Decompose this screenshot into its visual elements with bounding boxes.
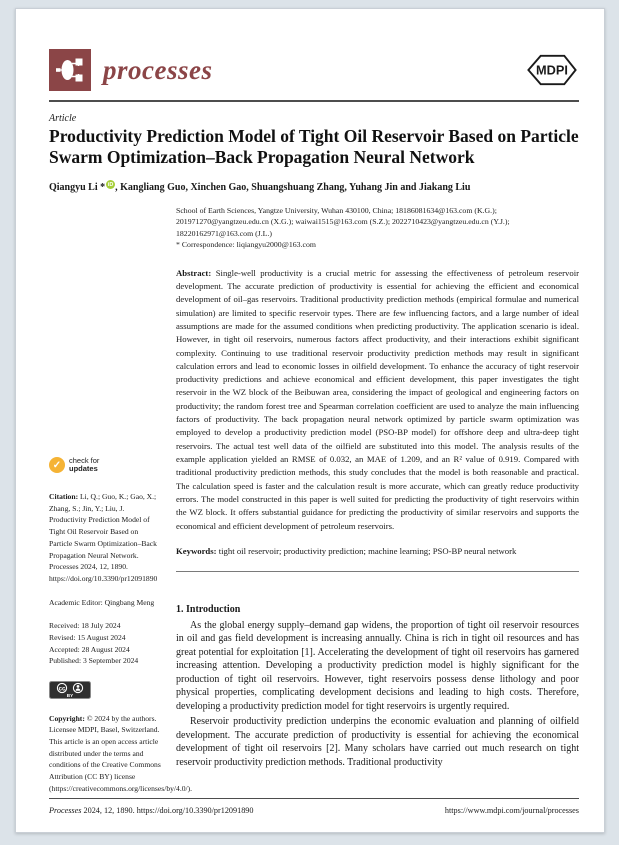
intro-paragraph-2: Reservoir productivity prediction underpins the economic evaluation and planning of oilfield development. The accurate prediction of productivity is essential for achieving the economical development of tight oil reservoirs [2]. Many scholars have carried out much research on tight reservoir productivity prediction methods. Traditional productivity [176,716,579,768]
processes-logo-icon [49,49,91,91]
page-footer [49,798,579,815]
journal-brand [49,49,212,91]
orcid-icon[interactable]: iD [107,181,114,188]
mdpi-logo-text: MDPI [536,62,568,78]
history-dates [49,620,162,667]
affiliation-line: School of Earth Sciences, Yangtze University, Wuhan 430100, China; 18186081634@163.com (K.G.); 201971270@yangtzeu.edu.cn (X.G.); waiwai1515@163.com (S.Z.); 2022710423@yangtzeu.edu.cn (Y.J.); 18220162971@163.com (J.L.) [176,205,510,238]
citation-label: Citation: [49,492,79,502]
check-updates-line2: updates [69,464,98,474]
received-date: Received: 18 July 2024 [49,621,121,631]
page-columns [49,205,579,795]
copyright-label: Copyright: [49,713,85,723]
intro-paragraph-1: As the global energy supply–demand gap widens, the proportion of tight oil reservoir resources in oil and gas field development is increasing annually. China is rich in tight oil resources and has great potential for exploitation [1]. Accelerating the development of tight oil reservoirs has garnered increasing attention. Developing a productivity prediction model is highly significant for the production of tight oil reservoirs. However, tight reservoirs possess dense lithology and poor physical properties, complicating development decisions and leading to high costs. Therefore, developing a productivity prediction model for tight reservoirs is urgently required. [176,619,579,712]
abstract-block [176,267,579,533]
cc-by-license-badge[interactable] [49,681,162,703]
cc-glyph: cc [58,686,66,693]
keywords-rule [176,571,579,572]
revised-date: Revised: 15 August 2024 [49,632,126,642]
published-date: Published: 3 September 2024 [49,656,139,666]
academic-editor-line: Academic Editor: Qingbang Meng [49,597,155,607]
copyright-block [49,713,193,795]
correspondence-line[interactable]: * Correspondence: liqiangyu2000@163.com [176,240,316,250]
keywords-label: Keywords: [176,545,217,556]
coauthors: , Kangliang Guo, Xinchen Gao, Shuangshuang Zhang, Yuhang Jin and Jiakang Liu [115,181,471,193]
keywords-block [176,545,579,558]
check-for-updates-button[interactable] [49,457,162,474]
citation-block [49,491,162,585]
copyright-text: © 2024 by the authors. Licensee MDPI, Basel, Switzerland. This article is an open access article distributed under the terms and conditions of the Creative Commons Attribution (CC BY) license (https://creativecommons.org/licenses/by/4.0/). [49,713,193,793]
journal-name: processes [103,55,213,85]
main-column [176,205,579,795]
footer-journal-url[interactable]: https://www.mdpi.com/journal/processes [444,806,579,815]
footer-citation-link[interactable] [49,806,253,815]
processes-logo-glyph [55,55,85,85]
mdpi-hexagon-icon [525,53,579,87]
section-1-heading: 1. Introduction [176,603,241,615]
mdpi-logo [525,53,579,92]
authors-line [49,180,579,193]
accepted-date: Accepted: 28 August 2024 [49,644,130,654]
cc-by-glyph: BY [66,693,74,699]
abstract-text: Single-well productivity is a crucial metric for assessing the effectiveness of petroleum reservoir development. The accurate prediction of productivity is essential for achieving the efficient and economical development of oil–gas reservoirs. Traditional productivity prediction methods (empirical formulae and numerical simulation) are limited to specific reservoir types. There are few influencing factors, and a large number of ideal assumptions are made for the assumed conditions when predicting productivity. The application scenario is ideal. However, in tight oil reservoirs, numerous factors affect productivity, and their interactions exhibit significant complexity. Continuing to use traditional reservoir productivity prediction methods may result in significant calculation errors and lead to economic losses in oilfield development. To enhance the accuracy of tight reservoir productivity predictions and achieve economical and efficient development, this paper investigates the tight reservoir in the WZ block of the Beibuwan area, considering the impact of geological and engineering factors on productivity; the random forest tree and Spearman correlation coefficient are used to analyze the main influencing factors of productivity. The back propagation neural network optimized by particle swarm optimization was employed to develop a productivity prediction model (PSO-BP model) for offshore deep and ultra-deep tight reservoirs. The actual test well data of the oilfield are substituted into this model. The analysis results of the example application yielded an RMSE of 0.032, an MAE of 1.209, and an R² value of 0.919. Compared with traditional productivity prediction methods, this study concludes that the model is both reasonable and practical. The calculation speed is faster and the calculation result is more accurate, which can greatly reduce productivity errors. The model constructed in this paper is well suited for predicting the productivity of tight reservoirs within the WZ block. It offers substantial guidance for predicting the productivity of similar reservoirs and supports the economical and efficient development of petroleum reservoirs. [176,267,580,531]
citation-text: Li, Q.; Guo, K.; Gao, X.; Zhang, S.; Jin, Y.; Liu, J. Productivity Prediction Model of Tight Oil Reservoir Based on Particle Swarm Optimization–Back Propagation Neural Network. Processes 2024, 12, 1890. https://doi.org/10.3390/pr12091890 [49,492,158,583]
cc-by-icon [49,681,91,699]
page-title: Productivity Prediction Model of Tight Oil Reservoir Based on Particle Swarm Optimization–Back Propagation Neural Network [49,126,579,167]
corresponding-author: Qiangyu Li * [49,181,106,193]
meta-sidebar [49,205,193,795]
article-type-label: Article [49,113,77,124]
check-icon: ✓ [49,457,65,473]
keywords-text: tight oil reservoir; productivity prediction; machine learning; PSO-BP neural network [218,545,517,556]
header-rule [49,100,579,102]
footer-journal-name: Processes [49,806,82,815]
check-updates-label [69,457,99,474]
journal-header [49,49,579,92]
footer-citation-rest: 2024, 12, 1890. https://doi.org/10.3390/pr12091890 [81,806,254,815]
paper-page [15,8,605,833]
check-updates-line1: check for [69,455,100,465]
abstract-label: Abstract: [176,267,212,278]
